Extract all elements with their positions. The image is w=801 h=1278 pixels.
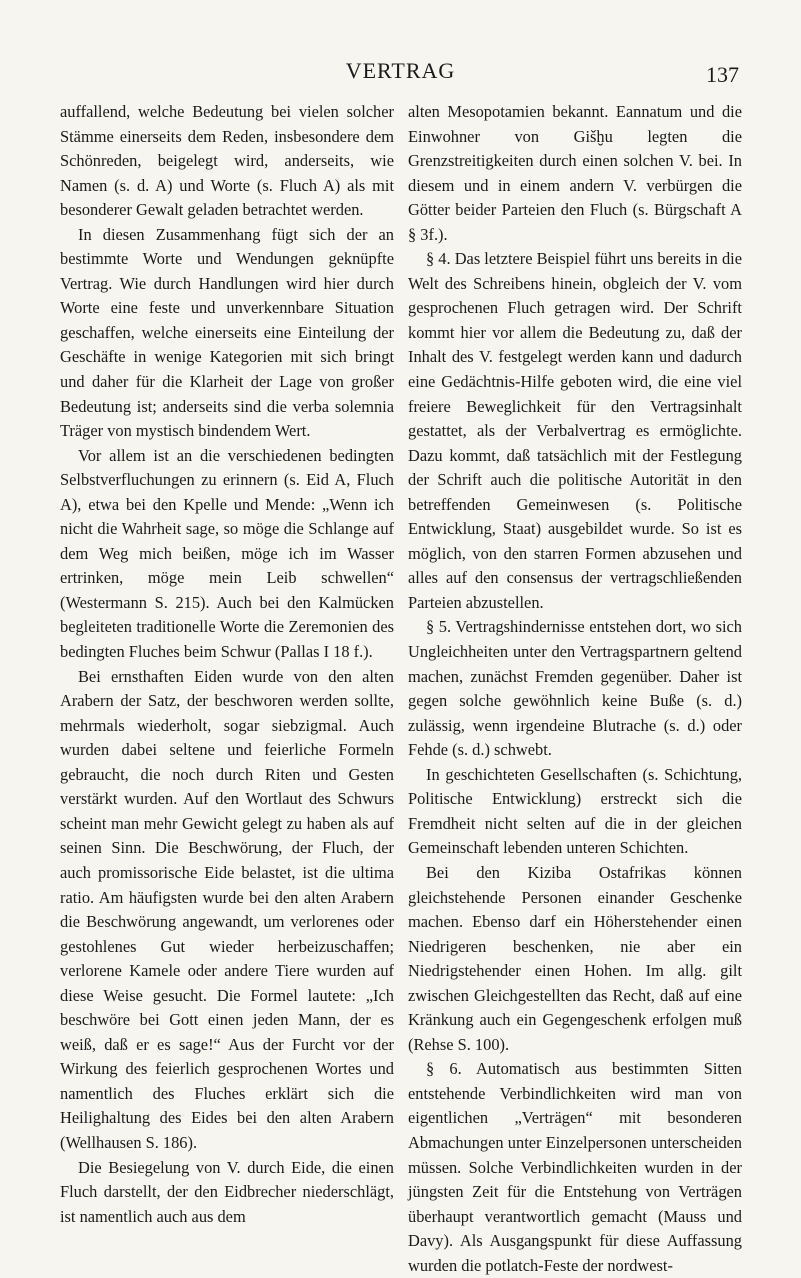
- paragraph: Bei den Kiziba Ostafrikas können gleichstehende Personen einander Geschenke machen. Ebenso darf ein Höherstehender einen Niedrigeren beschenken, nie aber ein Niedrigstehender einen Hohen. Im allg. gilt zwischen Gleichgestellten das Recht, daß auf eine Kränkung auch ein Gegengeschenk erfolgen muß (Rehse S. 100).: [408, 862, 742, 1054]
- page-number: 137: [706, 62, 739, 87]
- paragraph: § 5. Vertragshindernisse entstehen dort, wo sich Ungleichheiten unter den Vertragspartnern geltend machen, zunächst Fremden gegenüber. Daher ist gegen solche gewöhnlich keine Buße (s. d.) zulässig, wenn irgendeine Blutrache (s. d.) oder Fehde (s. d.) schwebt.: [408, 617, 742, 760]
- page-header: [0, 58, 801, 88]
- left-column: [60, 100, 394, 1229]
- paragraph: § 4. Das letztere Beispiel führt uns bereits in die Welt des Schreibens hinein, obgleich der V. vom gesprochenen Fluch getragen wird. Der Schrift kommt hier vor allem die Bedeutung zu, daß der Inhalt des V. festgelegt werden kann und dadurch eine Gedächtnis-Hilfe geboten wird, die eine viel freiere Beweglichkeit für den Vertragsinhalt gestattet, als der Verbalvertrag es ermöglichte. Dazu kommt, daß tatsächlich mit der Festlegung der Schrift auch die politische Autorität in den betreffenden Gemeinwesen (s. Politische Entwicklung, Staat) ausgebildet wurde. So ist es möglich, von den starren Formen abzusehen und alles auf den consensus der vertragschließenden Parteien abzustellen.: [408, 249, 742, 612]
- paragraph: Die Besiegelung von V. durch Eide, die einen Fluch darstellt, der den Eidbrecher niederschlägt, ist namentlich auch aus dem: [60, 1157, 394, 1226]
- paragraph: § 6. Automatisch aus bestimmten Sitten entstehende Verbindlichkeiten wird man von eigentlichen „Verträgen“ mit besonderen Abmachungen unter Einzelpersonen unterscheiden müssen. Solche Verbindlichkeiten wurden in der jüngsten Zeit für die Entstehung von Verträgen überhaupt verantwortlich gemacht (Mauss und Davy). Als Ausgangspunkt für diese Auffassung wurden die potlatch-Feste der nordwest-: [408, 1059, 742, 1275]
- right-column: [408, 100, 742, 1278]
- paragraph: In geschichteten Gesellschaften (s. Schichtung, Politische Entwicklung) erstreckt sich die Fremdheit nicht selten auf die in der gleichen Gemeinschaft lebenden unteren Schichten.: [408, 764, 742, 858]
- paragraph: auffallend, welche Bedeutung bei vielen solcher Stämme einerseits dem Reden, insbesondere dem Schönreden, beigelegt wird, anderseits, wie Namen (s. d. A) und Worte (s. Fluch A) als mit besonderer Gewalt geladen betrachtet werden.: [60, 102, 394, 220]
- paragraph: In diesen Zusammenhang fügt sich der an bestimmte Worte und Wendungen geknüpfte Vertrag. Wie durch Handlungen wird hier durch Worte eine feste und unverkennbare Situation geschaffen, welche einerseits eine Einteilung der Geschäfte in wenige Kategorien mit sich bringt und daher für die Klarheit der Lage von großer Bedeutung ist; anderseits sind die verba solemnia Träger von mystisch bindendem Wert.: [60, 224, 394, 441]
- paragraph: Bei ernsthaften Eiden wurde von den alten Arabern der Satz, der beschworen werden sollte, mehrmals wiederholt, sogar siebzigmal. Auch wurden dabei seltene und feierliche Formeln gebraucht, die noch durch Riten und Gesten verstärkt wurden. Auf den Wortlaut des Schwurs scheint man mehr Gewicht gelegt zu haben als auf seinen Sinn. Die Beschwörung, der Fluch, der auch promissorische Eide belastet, ist die ultima ratio. Am häufigsten wurde bei den alten Arabern die Beschwörung angewandt, um verlorenes oder gestohlenes Gut wieder herbeizuschaffen; verlorene Kamele oder andere Tiere wurden auf diese Weise gesucht. Die Formel lautete: „Ich beschwöre bei Gott einen jeden Mann, der es weiß, daß er es sage!“ Aus der Furcht vor der Wirkung des feierlich gesprochenen Wortes und namentlich des Fluches erklärt sich die Heilighaltung des Eides bei den alten Arabern (Wellhausen S. 186).: [60, 666, 394, 1152]
- running-head: VERTRAG: [345, 58, 456, 83]
- paragraph: Vor allem ist an die verschiedenen bedingten Selbstverfluchungen zu erinnern (s. Eid A, Fluch A), etwa bei den Kpelle und Mende: „Wenn ich nicht die Wahrheit sage, so möge die Schlange auf dem Weg mich beißen, möge ich im Wasser ertrinken, möge mein Leib schwellen“ (Westermann S. 215). Auch bei den Kalmücken begleiteten traditionelle Worte die Zeremonien des bedingten Fluches beim Schwur (Pallas I 18 f.).: [60, 445, 394, 662]
- paragraph: alten Mesopotamien bekannt. Eannatum und die Einwohner von Gišḫu legten die Grenzstreitigkeiten durch einen solchen V. bei. In diesem und in einem andern V. verbürgen die Götter beider Parteien den Fluch (s. Bürgschaft A § 3f.).: [408, 102, 742, 244]
